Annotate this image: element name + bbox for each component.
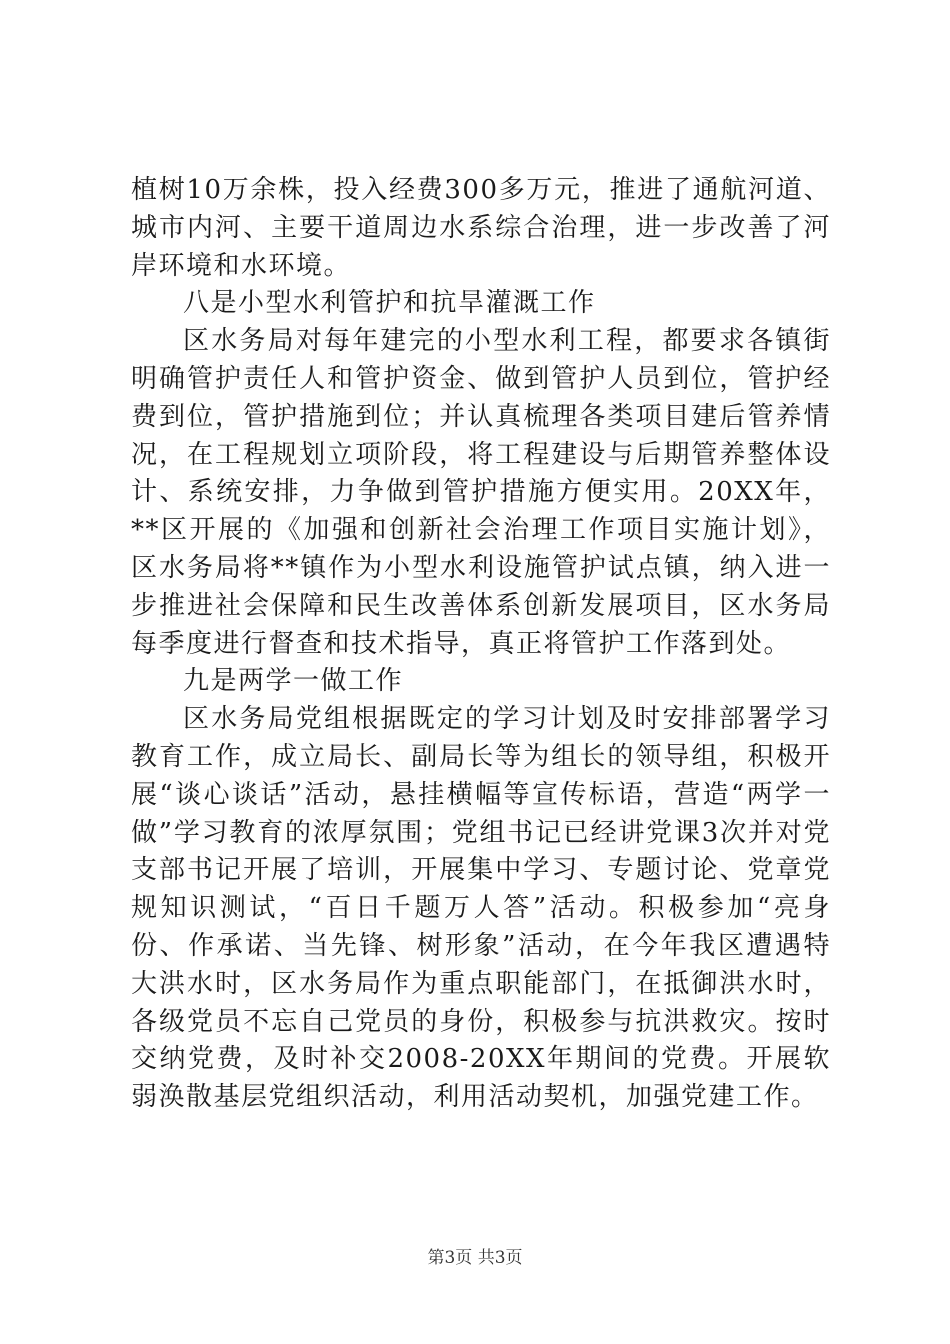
document-body: [131, 172, 831, 1117]
section-heading-9: 九是两学一做工作: [183, 666, 404, 697]
section-heading-8: 八是小型水利管护和抗旱灌溉工作: [183, 288, 596, 319]
paragraph-continuation: 植树10万余株，投入经费300多万元，推进了通航河道、城市内河、主要干道周边水系综合治理，进一步改善了河岸环境和水环境。: [131, 175, 831, 281]
paragraph-section-8: 区水务局对每年建完的小型水利工程，都要求各镇街明确管护责任人和管护资金、做到管护人员到位，管护经费到位，管护措施到位；并认真梳理各类项目建后管养情况，在工程规划立项阶段，将工程建设与后期管养整体设计、系统安排，力争做到管护措施方便实用。20XX年，**区开展的《加强和创新社会治理工作项目实施计划》，区水务局将**镇作为小型水利设施管护试点镇，纳入进一步推进社会保障和民生改善体系创新发展项目，区水务局每季度进行督查和技术指导，真正将管护工作落到处。: [131, 326, 831, 659]
paragraph-section-9: 区水务局党组根据既定的学习计划及时安排部署学习教育工作，成立局长、副局长等为组长的领导组，积极开展“谈心谈话”活动，悬挂横幅等宣传标语，营造“两学一做”学习教育的浓厚氛围；党组书记已经讲党课3次并对党支部书记开展了培训，开展集中学习、专题讨论、党章党规知识测试，“百日千题万人答”活动。积极参加“亮身份、作承诺、当先锋、树形象”活动，在今年我区遭遇特大洪水时，区水务局作为重点职能部门，在抵御洪水时，各级党员不忘自己党员的身份，积极参与抗洪救灾。按时交纳党费，及时补交2008-20XX年期间的党费。开展软弱涣散基层党组织活动，利用活动契机，加强党建工作。: [131, 704, 831, 1113]
page-number-footer: 第3页 共3页: [427, 1248, 523, 1268]
